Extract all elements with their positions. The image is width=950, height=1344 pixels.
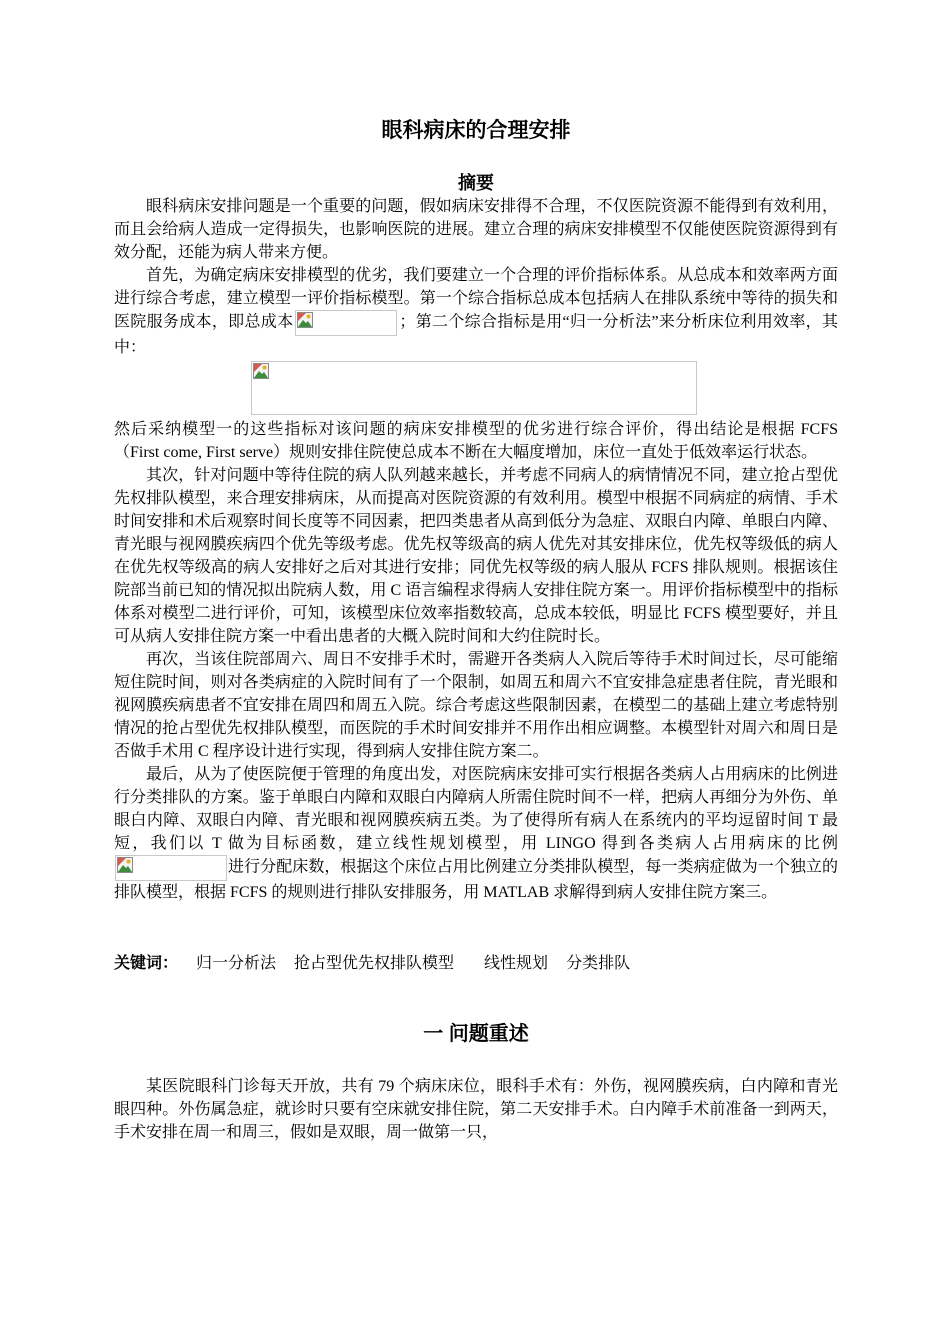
abstract-paragraph-5-text-a: 最后，从为了使医院便于管理的角度出发，对医院病床安排可实行根据各类病人占用病床的比例进行分类排队的方案。鉴于单眼白内障和双眼白内障病人所需住院时间不一样，把病人再细分为外伤、单眼白内障、双眼白内障、青光眼和视网膜疾病五类。为了使得所有病人在系统内的平均逗留时间 T 最短，我们以 T 做为目标函数，建立线性规划模型，用 LINGO 得到各类病人占用病床的比例 [114, 766, 838, 852]
bed-efficiency-formula-row [114, 361, 838, 417]
abstract-paragraph-1: 眼科病床安排问题是一个重要的问题，假如病床安排得不合理，不仅医院资源不能得到有效利用，而且会给病人造成一定得损失，也影响医院的进展。建立合理的病床安排模型不仅能使医院资源得到有效分配，还能为病人带来方便。 [114, 198, 838, 261]
bed-ratio-formula-image [115, 855, 227, 881]
keywords-line [114, 952, 838, 976]
abstract-paragraph-5 [114, 763, 838, 904]
document-title: 眼科病床的合理安排 [381, 119, 571, 142]
abstract-paragraph-2 [114, 264, 838, 359]
section-heading: 一 问题重述 [423, 1023, 529, 1045]
abstract-paragraph-2-continued: 然后采纳模型一的这些指标对该问题的病床安排模型的优劣进行综合评价，得出结论是根据 FCFS（First come, First serve）规则安排住院使总成本不断在大幅度增加，床位一直处于低效率运行状态。 [114, 421, 838, 461]
broken-image-icon [253, 363, 269, 379]
abstract-paragraph-4: 再次，当该住院部周六、周日不安排手术时，需避开各类病人入院后等待手术时间过长，尽可能缩短住院时间，则对各类病症的入院时间有了一个限制，如周五和周六不宜安排急症患者住院，青光眼和视网膜疾病患者不宜安排在周四和周五入院。综合考虑这些限制因素，在模型二的基础上建立考虑特别情况的抢占型优先权排队模型，而医院的手术时间安排并不用作出相应调整。本模型针对周六和周日是否做手术用 C 程序设计进行实现，得到病人安排住院方案二。 [114, 651, 838, 760]
abstract-heading: 摘要 [458, 173, 494, 193]
broken-image-icon [117, 857, 133, 873]
keyword-item: 线性规划 [484, 955, 549, 972]
abstract-paragraph-2-text-a: 首先，为确定病床安排模型的优劣，我们要建立一个合理的评价指标体系。从总成本和效率两方面进行综合考虑，建立模型一评价指标模型。第一个综合指标总成本包括病人在排队系统中等待的损失和医院服务成本，即总成本 [114, 267, 838, 331]
keyword-item: 归一分析法 [196, 955, 277, 972]
broken-image-icon [297, 312, 313, 328]
total-cost-formula-image [295, 310, 397, 336]
abstract-paragraph-2-text-b: ；第二个综合指标是用“归一分析法”来分析床位利用效率，其中： [114, 313, 838, 356]
keyword-item: 分类排队 [566, 955, 631, 972]
keyword-item: 抢占型优先权排队模型 [294, 955, 455, 972]
section-1-paragraph-1: 某医院眼科门诊每天开放，共有 79 个病床床位，眼科手术有：外伤，视网膜疾病，白内障和青光眼四种。外伤属急症，就诊时只要有空床就安排住院，第二天安排手术。白内障手术前准备一到两天，手术安排在周一和周三，假如是双眼，周一做第一只， [114, 1078, 838, 1141]
abstract-paragraph-3: 其次，针对问题中等待住院的病人队列越来越长，并考虑不同病人的病情情况不同，建立抢占型优先权排队模型，来合理安排病床，从而提高对医院资源的有效利用。模型中根据不同病症的病情、手术时间安排和术后观察时间长度等不同因素，把四类患者从高到低分为急症、双眼白内障、单眼白内障、青光眼与视网膜疾病四个优先等级考虑。优先权等级高的病人优先对其安排床位，优先权等级低的病人在优先权等级高的病人安排好之后对其进行安排；同优先权等级的病人服从 FCFS 排队规则。根据该住院部当前已知的情况拟出院病人数，用 C 语言编程求得病人安排住院方案一。用评价指标模型中的指标体系对模型二进行评价，可知，该模型床位效率指数较高，总成本较低，明显比 FCFS 模型要好，并且可从病人安排住院方案一中看出患者的大概入院时间和大约住院时长。 [114, 467, 838, 645]
bed-efficiency-formula-image [251, 361, 697, 415]
document-page [114, 112, 838, 1144]
keywords-label: 关键词： [114, 955, 179, 972]
abstract-paragraph-5-text-b: 进行分配床数，根据这个床位占用比例建立分类排队模型，每一类病症做为一个独立的排队模型，根据 FCFS 的规则进行排队安排服务，用 MATLAB 求解得到病人安排住院方案三。 [114, 858, 838, 901]
